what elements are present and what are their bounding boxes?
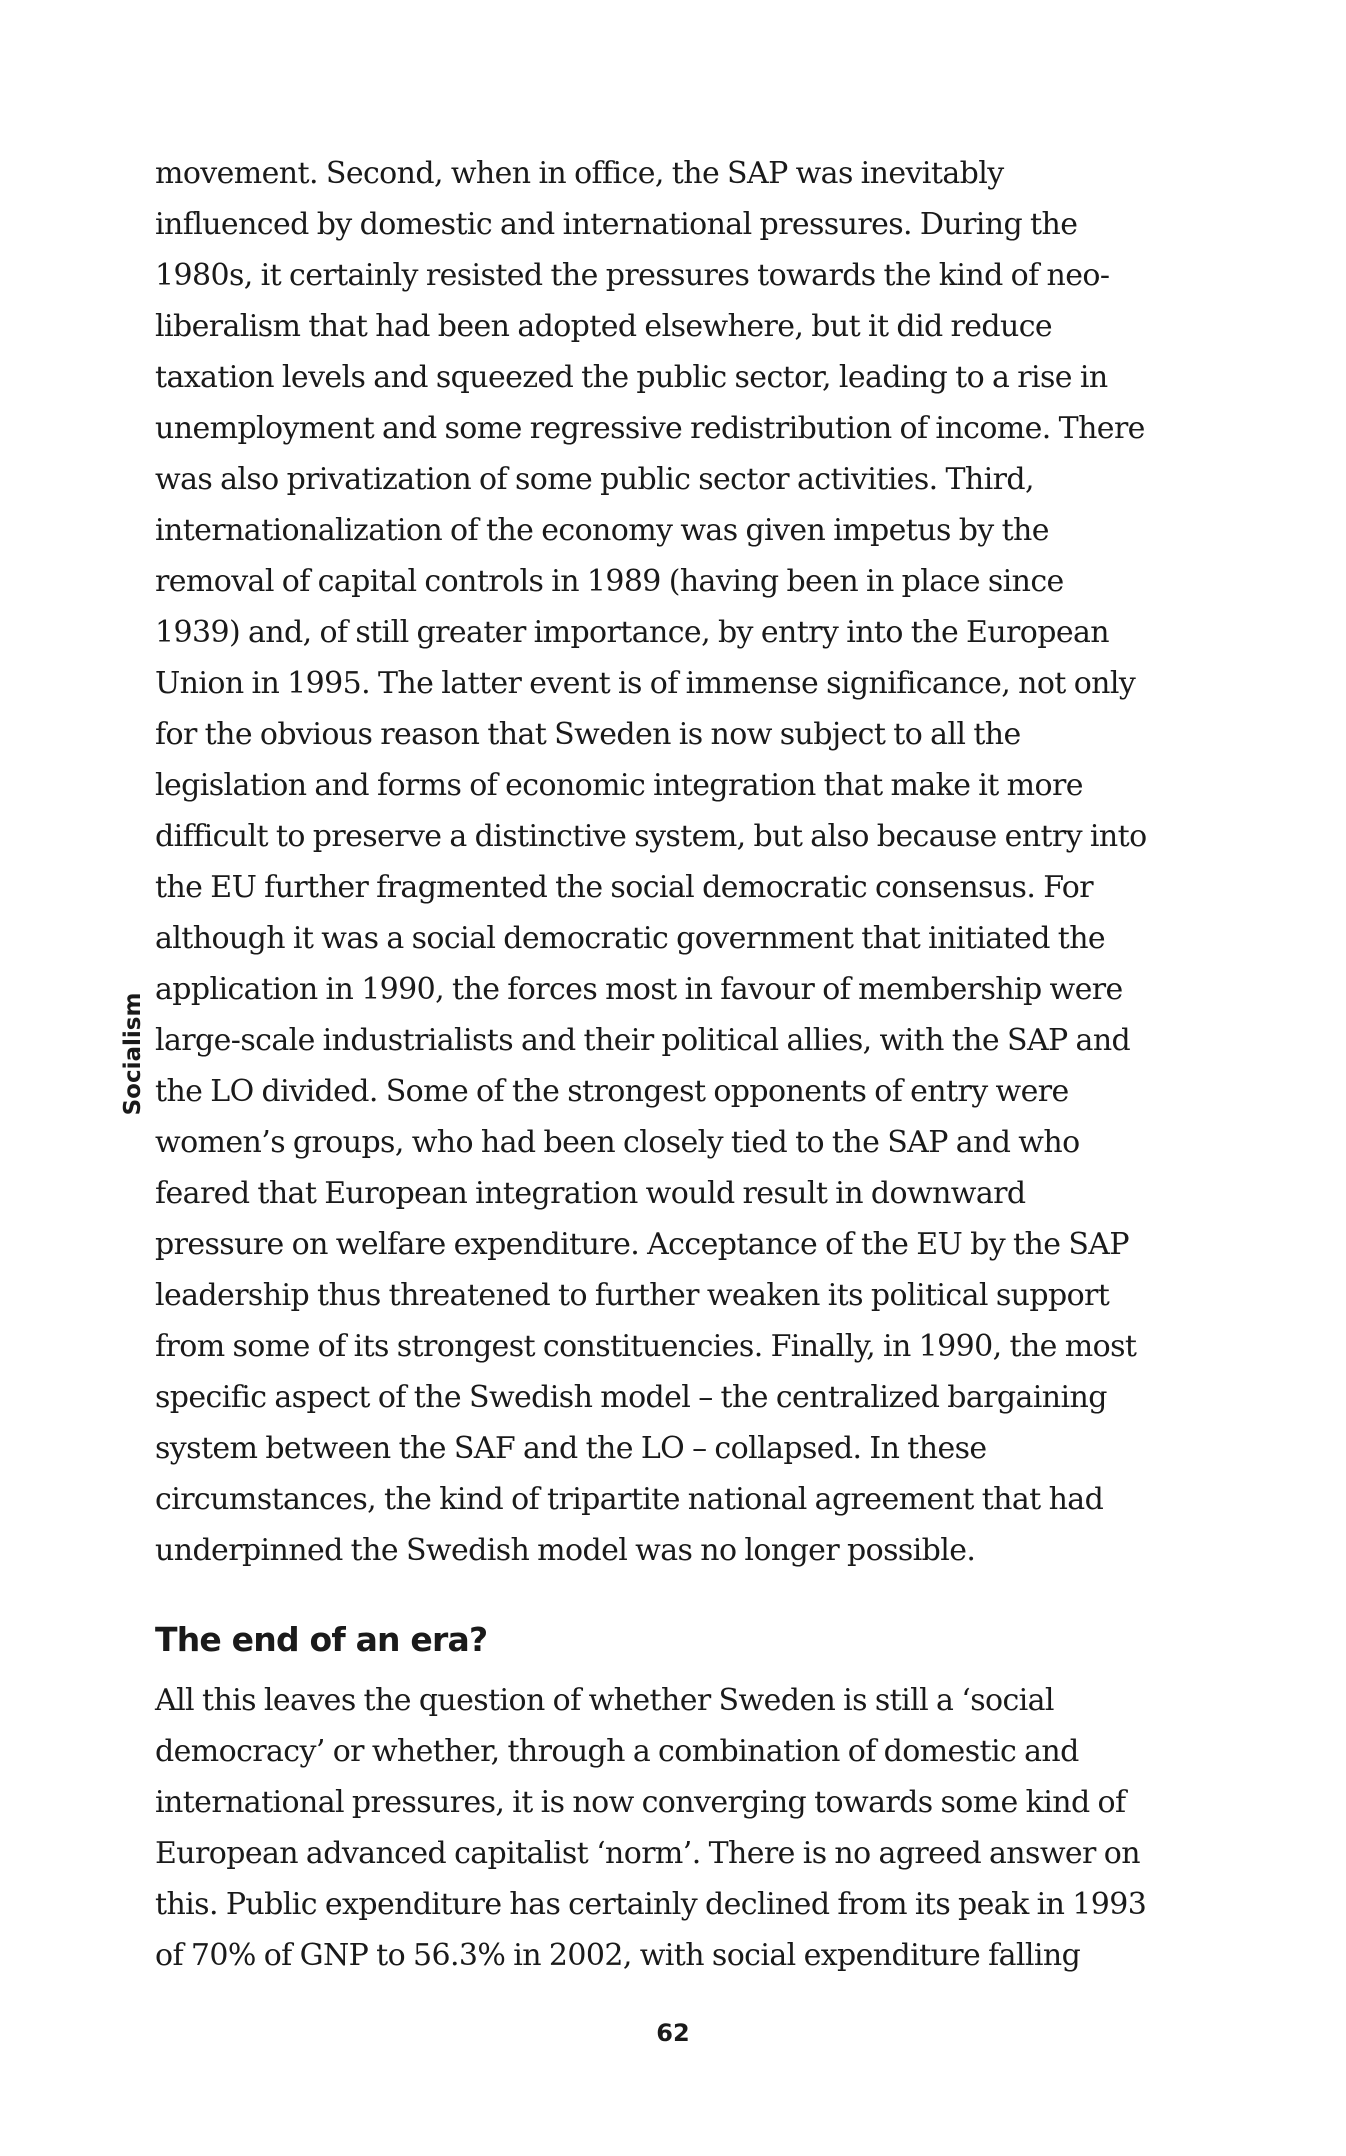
text-line: taxation levels and squeezed the public sector, leading to a rise in [155, 360, 1108, 395]
text-line: specific aspect of the Swedish model – the centralized bargaining [155, 1380, 1107, 1415]
text-line: the EU further fragmented the social democratic consensus. For [155, 870, 1094, 905]
text-line: was also privatization of some public sector activities. Third, [155, 462, 1034, 497]
text-line: women’s groups, who had been closely tied to the SAP and who [155, 1125, 1080, 1160]
text-line: difficult to preserve a distinctive system, but also because entry into [155, 819, 1147, 854]
text-line: system between the SAF and the LO – collapsed. In these [155, 1431, 987, 1466]
running-head: Socialism [120, 992, 146, 1116]
text-line: from some of its strongest constituencies. Finally, in 1990, the most [155, 1329, 1137, 1364]
text-line: large-scale industrialists and their political allies, with the SAP and [155, 1023, 1131, 1058]
text-line: unemployment and some regressive redistribution of income. There [155, 411, 1145, 446]
text-line: internationalization of the economy was given impetus by the [155, 513, 1049, 548]
paragraph-1 [155, 148, 1235, 1576]
text-line: international pressures, it is now converging towards some kind of [155, 1785, 1126, 1820]
text-line: All this leaves the question of whether Sweden is still a ‘social [155, 1683, 1054, 1718]
text-line: leadership thus threatened to further weaken its political support [155, 1278, 1110, 1313]
text-line: democracy’ or whether, through a combination of domestic and [155, 1734, 1079, 1769]
text-line: Union in 1995. The latter event is of immense significance, not only [155, 666, 1136, 701]
text-line: pressure on welfare expenditure. Acceptance of the EU by the SAP [155, 1227, 1129, 1262]
text-line: feared that European integration would result in downward [155, 1176, 1026, 1211]
text-line: 1980s, it certainly resisted the pressures towards the kind of neo- [155, 258, 1110, 293]
text-line: the LO divided. Some of the strongest opponents of entry were [155, 1074, 1069, 1109]
text-line: application in 1990, the forces most in favour of membership were [155, 972, 1123, 1007]
text-line: this. Public expenditure has certainly declined from its peak in 1993 [155, 1887, 1147, 1922]
text-line: liberalism that had been adopted elsewhere, but it did reduce [155, 309, 1053, 344]
text-line: for the obvious reason that Sweden is now subject to all the [155, 717, 1021, 752]
section-heading: The end of an era? [155, 1620, 488, 1659]
text-line: influenced by domestic and international pressures. During the [155, 207, 1078, 242]
text-line: movement. Second, when in office, the SAP was inevitably [155, 156, 1004, 191]
text-line: removal of capital controls in 1989 (having been in place since [155, 564, 1064, 599]
text-line: underpinned the Swedish model was no longer possible. [155, 1533, 976, 1568]
text-line: although it was a social democratic government that initiated the [155, 921, 1106, 956]
text-line: European advanced capitalist ‘norm’. There is no agreed answer on [155, 1836, 1140, 1871]
text-line: of 70% of GNP to 56.3% in 2002, with social expenditure falling [155, 1938, 1081, 1973]
page-number: 62 [656, 2019, 690, 2047]
text-line: legislation and forms of economic integration that make it more [155, 768, 1083, 803]
text-line: circumstances, the kind of tripartite national agreement that had [155, 1482, 1104, 1517]
text-line: 1939) and, of still greater importance, by entry into the European [155, 615, 1110, 650]
paragraph-2 [155, 1675, 1235, 1981]
